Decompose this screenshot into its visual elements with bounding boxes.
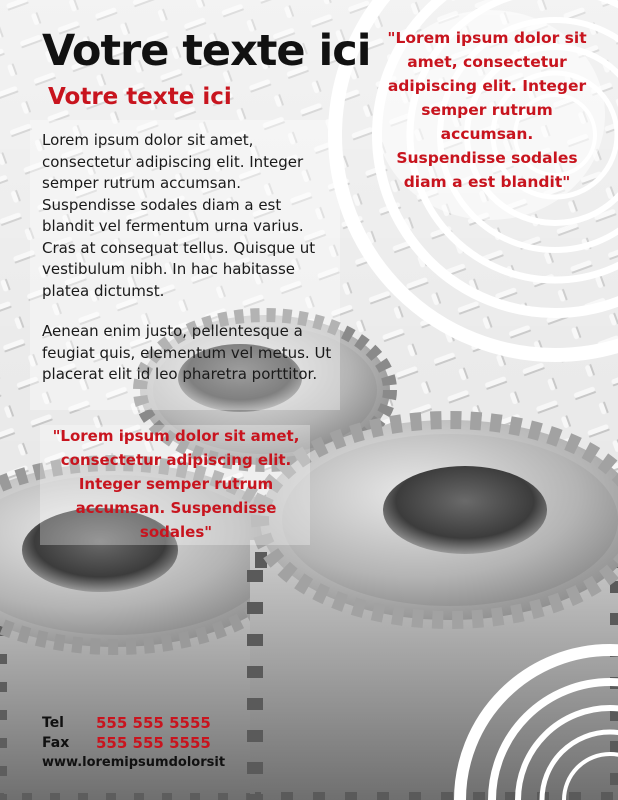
website-link[interactable]: www.loremipsumdolorsit <box>42 755 226 770</box>
tel-label: Tel <box>42 715 64 731</box>
page-subtitle: Votre texte ici <box>48 84 232 110</box>
body-paragraph-2: Aenean enim justo, pellentesque a feugiat quis, elementum vel metus. Ut placerat elit id leo pharetra porttitor. <box>42 322 332 383</box>
tel-value: 555 555 5555 <box>96 714 211 732</box>
pull-quote-top: "Lorem ipsum dolor sit amet, consectetur adipiscing elit. Integer semper rutrum accumsan. Suspendisse sodales diam a est blandit" <box>387 29 587 191</box>
page-title: Votre texte ici <box>42 26 371 76</box>
tel-row <box>42 713 225 733</box>
pull-quote-middle: "Lorem ipsum dolor sit amet, consectetur adipiscing elit. Integer semper rutrum accumsan. Suspendisse sodales" <box>52 427 300 541</box>
contact-block <box>42 713 225 770</box>
body-paragraph-1: Lorem ipsum dolor sit amet, consectetur adipiscing elit. Integer semper rutrum accumsan. Suspendisse sodales diam a est blandit vel fermentum urna varius. Cras at consequat tellus. Quisque ut vestibulum nibh. In hac habitasse platea dictumst. <box>42 131 316 300</box>
fax-value: 555 555 5555 <box>96 734 211 752</box>
fax-row <box>42 733 225 753</box>
fax-label: Fax <box>42 735 70 751</box>
